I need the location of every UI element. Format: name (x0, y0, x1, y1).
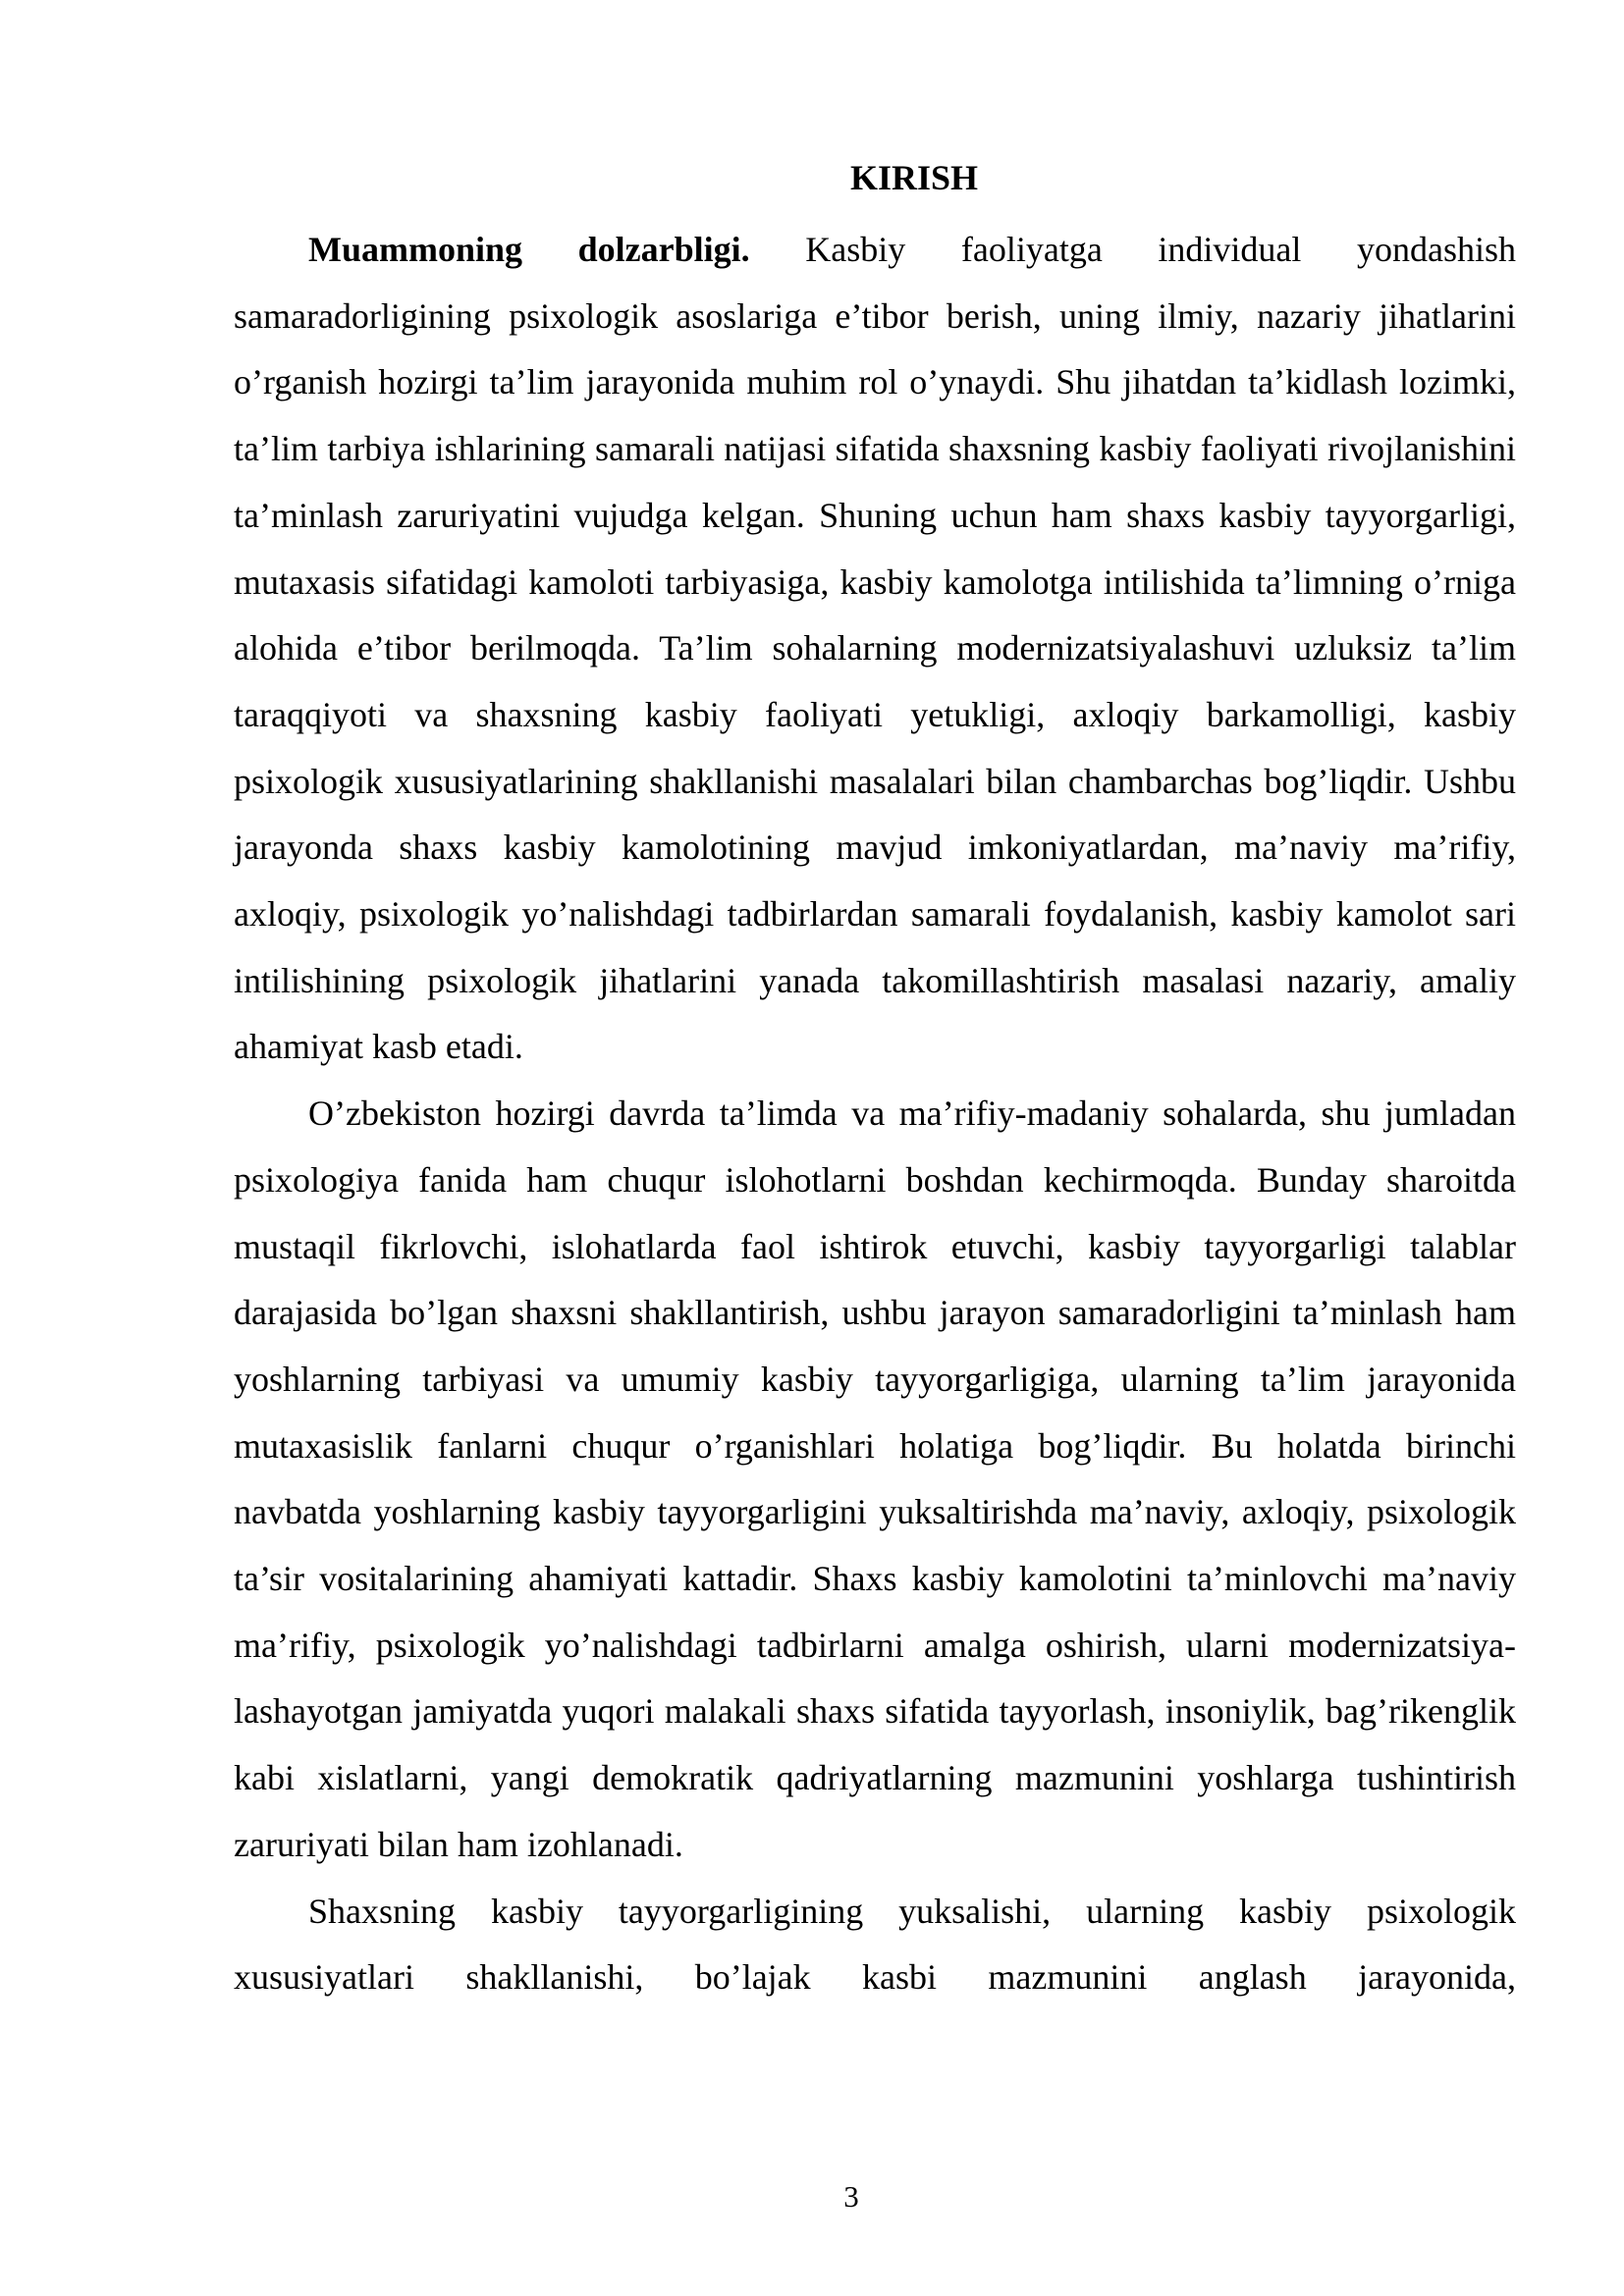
paragraph-body: Shaxsning kasbiy tayyorgarligining yuksalishi, ularning kasbiy psixologik xususiyatlari shakllanishi, bo’lajak kasbi mazmunini anglash jarayonida, (234, 1891, 1516, 1998)
section-heading: KIRISH (849, 158, 979, 197)
paragraph-body: Kasbiy faoliyatga individual yondashish samaradorligining psixologik asoslariga e’tibor berish, uning ilmiy, nazariy jihatlarini o’rganish hozirgi ta’lim jarayonida muhim rol o’ynaydi. Shu jihatdan ta’kidlash lozimki, ta’lim tarbiya ishlarining samarali natijasi sifatida shaxsning kasbiy faoliyati rivojlanishini ta’minlash zaruriyatini vujudga kelgan. Shuning uchun ham shaxs kasbiy tayyorgarligi, mutaxasis sifatidagi kamoloti tarbiyasiga, kasbiy kamolotga intilishida ta’limning o’rniga alohida e’tibor berilmoqda. Ta’lim sohalarning modernizatsiyalashuvi uzluksiz ta’lim taraqqiyoti va shaxsning kasbiy faoliyati yetukligi, axloqiy barkamolligi, kasbiy psixologik xususiyatlarining shakllanishi masalalari bilan chambarchas bog’liqdir. Ushbu jarayonda shaxs kasbiy kamolotining mavjud imkoniyatlardan, ma’naviy ma’rifiy, axloqiy, psixologik yo’nalishdagi tadbirlardan samarali foydalanish, kasbiy kamolot sari intilishining psixologik jihatlarini yanada takomillashtirish masalasi nazariy, amaliy ahamiyat kasb etadi. (234, 230, 1517, 1067)
page-content (234, 152, 1516, 2011)
paragraph-lead: Muammoning dolzarbligi. (308, 230, 750, 269)
paragraph-body: O’zbekiston hozirgi davrda ta’limda va ma’rifiy-madaniy sohalarda, shu jumladan psixologiya fanida ham chuqur islohotlarni boshdan kechirmoqda. Bunday sharoitda mustaqil fikrlovchi, islohatlarda faol ishtirok etuvchi, kasbiy tayyorgarligi talablar darajasida bo’lgan shaxsni shakllantirish, ushbu jarayon samaradorligini ta’minlash ham yoshlarning tarbiyasi va umumiy kasbiy tayyorgarligiga, ularning ta’lim jarayonida mutaxasislik fanlarni chuqur o’rganishlari holatiga bog’liqdir. Bu holatda birinchi navbatda yoshlarning kasbiy tayyorgarligini yuksaltirishda ma’naviy, axloqiy, psixologik ta’sir vositalarining ahamiyati kattadir. Shaxs kasbiy kamolotini ta’minlovchi ma’naviy ma’rifiy, psixologik yo’nalishdagi tadbirlarni amalga oshirish, ularni modernizatsiya-lashayotgan jamiyatda yuqori malakali shaxs sifatida tayyorlash, insoniylik, bag’rikenglik kabi xislatlarni, yangi demokratik qadriyatlarning mazmunini yoshlarga tushintirish zaruriyati bilan ham izohlanadi. (234, 1094, 1516, 1864)
paragraph-1 (234, 217, 1516, 1081)
page-number: 3 (843, 2179, 859, 2214)
paragraph-3 (234, 1879, 1516, 2011)
paragraph-2 (234, 1081, 1516, 1878)
